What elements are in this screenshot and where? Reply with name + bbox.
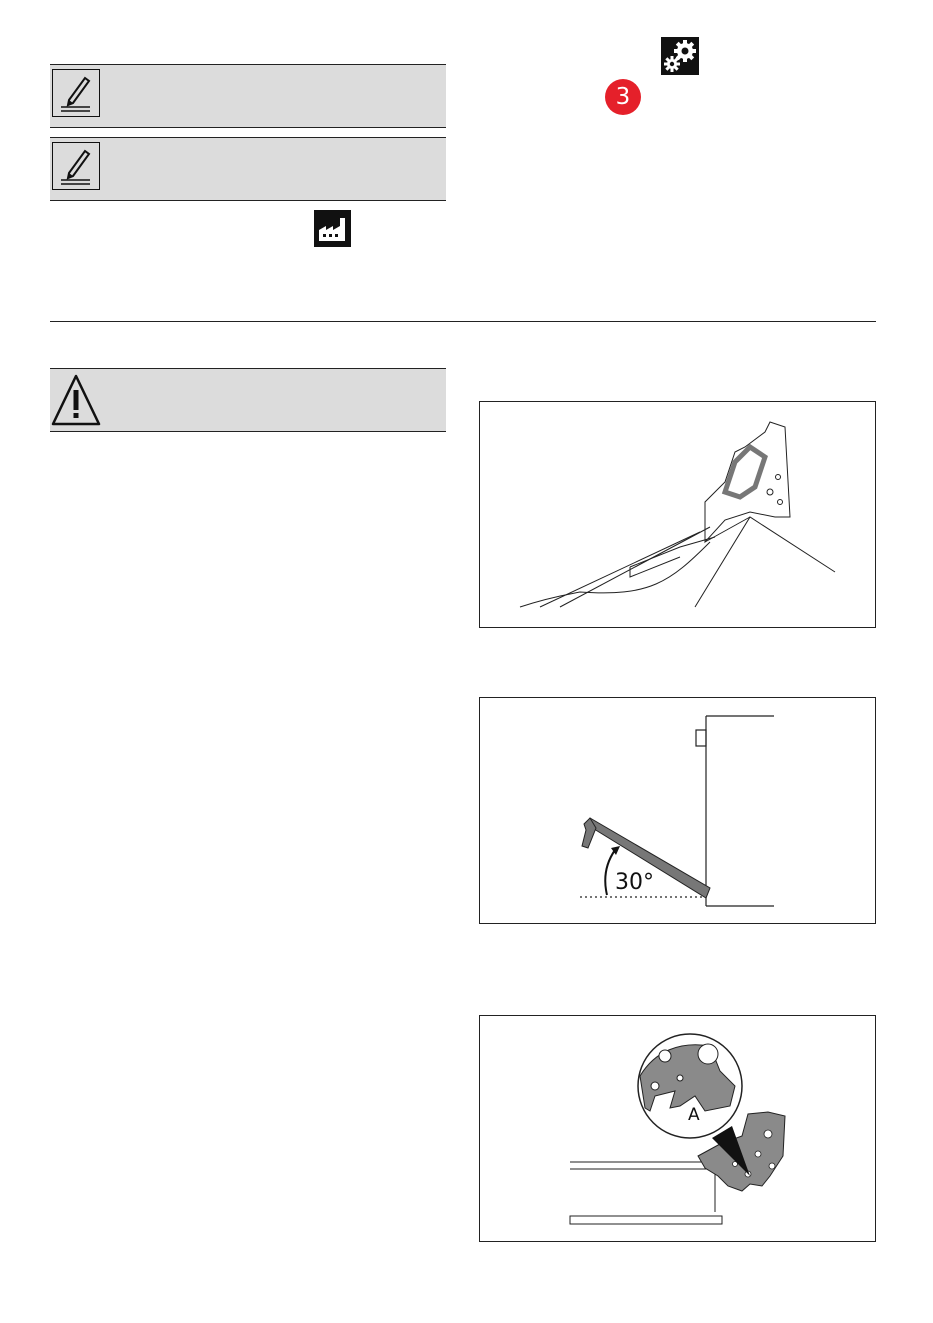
warning-bar (50, 368, 446, 432)
note-pencil-icon (52, 142, 100, 190)
figure-door-angle (479, 697, 876, 924)
angle-label: 30° (615, 870, 654, 895)
note-bar-bottom (50, 137, 446, 201)
step-number-badge: 3 (605, 79, 641, 115)
note-pencil-icon (52, 69, 100, 117)
figure-hinge-door (479, 401, 876, 628)
detail-label-a: A (688, 1105, 700, 1125)
note-bar-top (50, 64, 446, 128)
warning-triangle-icon (50, 372, 102, 430)
figure-hinge-detail (479, 1015, 876, 1242)
factory-icon (314, 210, 351, 247)
settings-gears-icon (661, 37, 699, 75)
section-divider (50, 321, 876, 322)
